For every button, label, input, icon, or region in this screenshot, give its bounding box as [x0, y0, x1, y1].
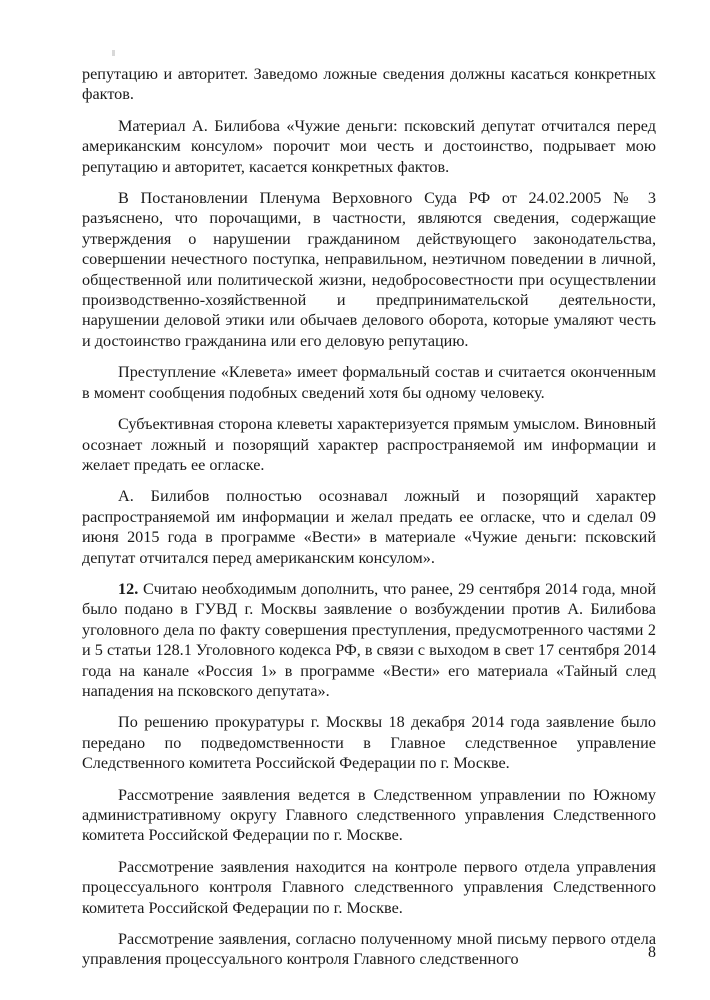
paragraph-9 [82, 785, 656, 846]
scan-mark [112, 50, 115, 56]
paragraph-8 [82, 712, 656, 773]
paragraph-3-text: В Постановлении Пленума Верховного Суда РФ от 24.02.2005 № 3 разъяснено, что порочащими, в частности, являются сведения, содержащие утверждения о нарушении гражданином действующего законодательства, совершении нечестного поступка, неправильном, неэтичном поведении в личной, общественной или политической жизни, недобросовестности при осуществлении производственно-хозяйственной и предпринимательской деятельности, нарушении деловой этики или обычаев делового оборота, которые умаляют честь и достоинство гражданина или его деловую репутацию. [82, 189, 656, 350]
paragraph-6-text: А. Билибов полностью осознавал ложный и позорящий характер распространяемой им информации и желал предать ее огласке, что и сделал 09 июня 2015 года в программе «Вести» в материале «Чужие деньги: псковский депутат отчитался перед американским консулом». [82, 487, 656, 567]
paragraph-7-text: Считаю необходимым дополнить, что ранее, 29 сентября 2014 года, мной было подано в ГУВД г. Москвы заявление о возбуждении против А. Билибова уголовного дела по факту совершения преступления, предусмотренного частями 2 и 5 статьи 128.1 Уголовного кодекса РФ, в связи с выходом в свет 17 сентября 2014 года на канале «Россия 1» в программе «Вести» его материала «Тайный след нападения на псковского депутата». [82, 579, 656, 700]
paragraph-1 [82, 64, 656, 105]
paragraph-10 [82, 857, 656, 918]
paragraph-10-text: Рассмотрение заявления находится на контроле первого отдела управления процессуального контроля Главного следственного управления Следственного комитета Российской Федерации по г. Москве. [82, 857, 656, 917]
paragraph-6 [82, 486, 656, 568]
paragraph-3 [82, 188, 656, 351]
page-number: 8 [648, 944, 656, 961]
paragraph-8-text: По решению прокуратуры г. Москвы 18 декабря 2014 года заявление было передано по подведомственности в Главное следственное управление Следственного комитета Российской Федерации по г. Москве. [82, 713, 656, 773]
paragraph-11 [82, 929, 656, 970]
paragraph-7 [82, 579, 656, 701]
paragraph-11-text: Рассмотрение заявления, согласно полученному мной письму первого отдела управления процессуального контроля Главного следственного [82, 930, 656, 969]
paragraph-2-text: Материал А. Билибова «Чужие деньги: псковский депутат отчитался перед американским консулом» порочит мои честь и достоинство, подрывает мою репутацию и авторитет, касается конкретных фактов. [82, 116, 656, 176]
paragraph-5 [82, 414, 656, 475]
paragraph-4-text: Преступление «Клевета» имеет формальный состав и считается оконченным в момент сообщения подобных сведений хотя бы одному человеку. [82, 363, 656, 402]
paragraph-9-text: Рассмотрение заявления ведется в Следственном управлении по Южному административному округу Главного следственного управления Следственного комитета Российской Федерации по г. Москве. [82, 785, 656, 845]
paragraph-7-number: 12. [118, 579, 139, 598]
paragraph-5-text: Субъективная сторона клеветы характеризуется прямым умыслом. Виновный осознает ложный и позорящий характер распространяемой им информации и желает предать ее огласке. [82, 415, 656, 474]
paragraph-4 [82, 362, 656, 403]
paragraph-1-text: репутацию и авторитет. Заведомо ложные сведения должны касаться конкретных фактов. [82, 65, 656, 104]
paragraph-2 [82, 116, 656, 177]
